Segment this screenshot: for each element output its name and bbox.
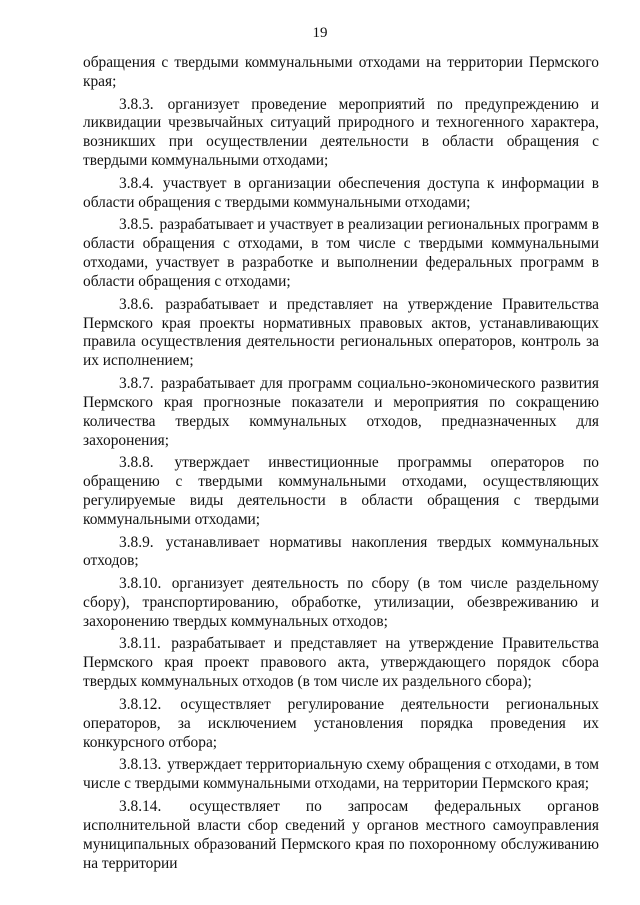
clause-paragraph xyxy=(83,756,599,794)
clause-paragraph xyxy=(83,175,599,213)
clause-text: утверждает территориальную схему обращения с отходами, в том числе с твердыми коммунальными отходами, на территории Пермского края; xyxy=(83,756,599,793)
clause-number: 3.8.4. xyxy=(119,174,154,192)
clause-text: участвует в организации обеспечения доступа к информации в области обращения с твердыми коммунальными отходами; xyxy=(83,174,599,211)
clause-paragraph xyxy=(83,454,599,530)
clause-text: осуществляет регулирование деятельности региональных операторов, за исключением установления порядка проведения их конкурсного отбора; xyxy=(83,695,599,751)
clause-paragraph xyxy=(83,798,599,874)
clause-text: разрабатывает и представляет на утверждение Правительства Пермского края проекты нормативных правовых актов, устанавливающих правила осуществления деятельности региональных операторов, контроль за их исполнением; xyxy=(83,295,599,370)
clause-number: 3.8.10. xyxy=(119,575,162,593)
clause-number: 3.8.3. xyxy=(119,95,154,113)
clause-number: 3.8.6. xyxy=(119,295,154,313)
clause-text: разрабатывает и участвует в реализации региональных программ в области обращения с отходами, в том числе с твердыми коммунальными отходами, участвует в разработке и выполнении федеральных программ в области обращения с отходами; xyxy=(83,216,599,291)
clause-text: утверждает инвестиционные программы операторов по обращению с твердыми коммунальными отходами, осуществляющих регулируемые виды деятельности в области обращения с твердыми коммунальными отходами; xyxy=(83,454,599,528)
clause-number: 3.8.8. xyxy=(119,454,154,472)
clause-number: 3.8.5. xyxy=(119,216,154,234)
clause-paragraph xyxy=(83,96,599,172)
clause-text: обращения с твердыми коммунальными отходами на территории Пермского края; xyxy=(83,54,599,90)
clause-paragraph xyxy=(83,216,599,292)
clause-number: 3.8.9. xyxy=(119,533,154,551)
clause-paragraph xyxy=(83,296,599,372)
clause-number: 3.8.13. xyxy=(119,756,162,774)
continuation-paragraph xyxy=(83,54,599,92)
clause-paragraph xyxy=(83,375,599,451)
page-number: 19 xyxy=(312,25,328,41)
clause-paragraph xyxy=(83,635,599,692)
clause-number: 3.8.11. xyxy=(119,635,161,653)
clause-number: 3.8.7. xyxy=(119,374,154,392)
document-body xyxy=(83,54,599,877)
clause-text: осуществляет по запросам федеральных органов исполнительной власти сбор сведений у органов местного самоуправления муниципальных образований Пермского края по похоронному обслуживанию на территории xyxy=(83,797,599,872)
clause-paragraph xyxy=(83,696,599,753)
clause-text: устанавливает нормативы накопления твердых коммунальных отходов; xyxy=(83,533,599,570)
clause-paragraph xyxy=(83,534,599,572)
clause-text: разрабатывает для программ социально-экономического развития Пермского края прогнозные показатели и мероприятия по сокращению количества твердых коммунальных отходов, предназначенных для захоронения; xyxy=(83,374,599,449)
clause-number: 3.8.12. xyxy=(119,695,162,713)
clause-paragraph xyxy=(83,575,599,632)
clause-number: 3.8.14. xyxy=(119,797,162,815)
clause-text: организует проведение мероприятий по предупреждению и ликвидации чрезвычайных ситуаций природного и техногенного характера, возникших при осуществлении деятельности в области обращения с твердыми коммунальными отходами; xyxy=(83,95,599,170)
clause-text: разрабатывает и представляет на утверждение Правительства Пермского края проект правового акта, утверждающего порядок сбора твердых коммунальных отходов (в том числе их раздельного сбора); xyxy=(83,635,599,691)
clause-text: организует деятельность по сбору (в том числе раздельному сбору), транспортированию, обработке, утилизации, обезвреживанию и захоронению твердых коммунальных отходов; xyxy=(83,575,599,630)
